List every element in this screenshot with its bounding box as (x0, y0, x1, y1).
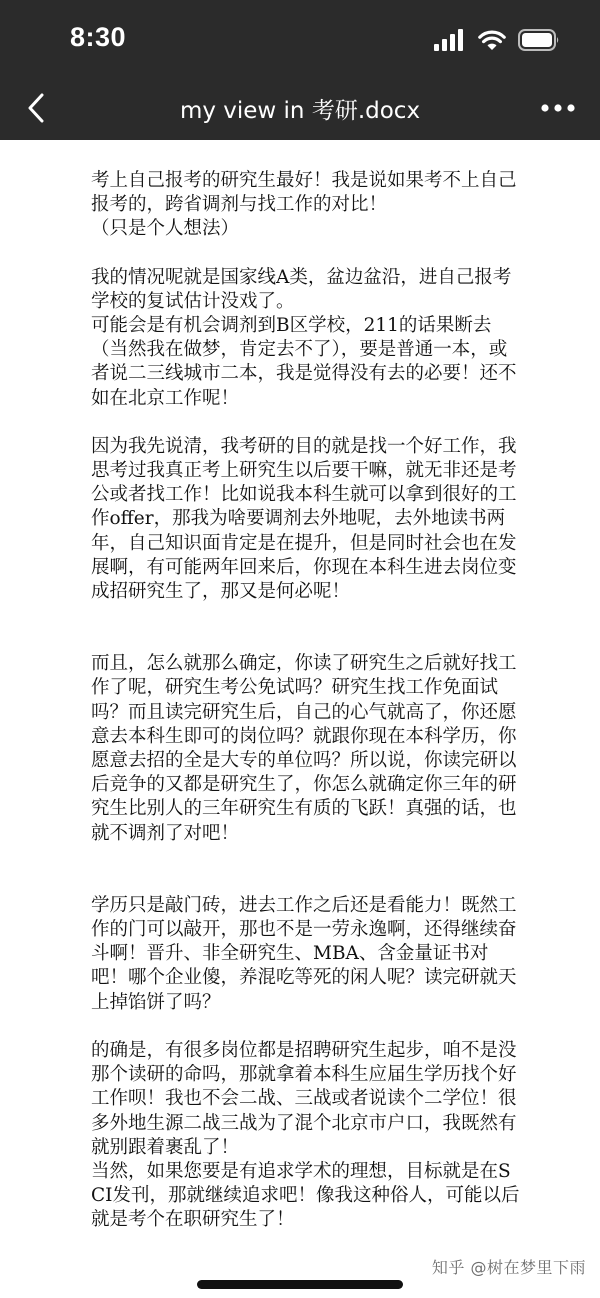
battery-icon (518, 29, 560, 51)
document-viewer[interactable] (0, 140, 600, 1298)
signal-icon (434, 29, 466, 51)
document-title: my view in 考研.docx (179, 98, 421, 124)
paragraph-doubt: 而且，怎么就那么确定，你读了研究生之后就好找工作了呢，研究生考公免试吗？研究生找工作免面试吗？而且读完研究生后，自己的心气就高了，你还愿意去本科生即可的岗位吗？就跟你现在本科学历，你愿意去招的全是大专的单位吗？所以说，你读完研以后竞争的又都是研究生了，你怎么就确定你三年的研究生比别人的三年研究生有质的飞跃！真强的话，也就不调剂了对吧！ (91, 653, 517, 844)
paragraph-ability: 学历只是敲门砖，进去工作之后还是看能力！既然工作的门可以敲开，那也不是一劳永逸啊，还得继续奋斗啊！晋升、非全研究生、MBA、含金量证书对吧！哪个企业傻，养混吃等死的闲人呢？读完研就天上掉馅饼了吗？ (91, 894, 517, 1013)
document-body (91, 169, 521, 1233)
paragraph-intro: 考上自己报考的研究生最好！我是说如果考不上自己报考的，跨省调剂与找工作的对比！ （只是个人想法） (91, 170, 517, 240)
paragraph-situation: 我的情况呢就是国家线A类，盆边盆沿，进自己报考学校的复试估计没戏了。 可能会是有机会调剂到B区学校，211的话果断去（当然我在做梦，肯定去不了），要是普通一本，或者说二三线城市二本，我是觉得没有去的必要！还不如在北京工作呢！ (91, 266, 517, 409)
wifi-icon (478, 29, 506, 51)
zhihu-watermark: 知乎 @树在梦里下雨 (431, 1258, 586, 1277)
status-icons (434, 28, 560, 52)
home-indicator[interactable] (197, 1280, 403, 1289)
top-bar (0, 0, 600, 140)
status-bar (0, 0, 600, 80)
more-horizontal-icon (541, 104, 575, 112)
paragraph-conclusion: 的确是，有很多岗位都是招聘研究生起步，咱不是没那个读研的命吗，那就拿着本科生应届生学历找个好工作呗！我也不会二战、三战或者说读个二学位！很多外地生源二战三战为了混个北京市户口，我既然有就别跟着裹乱了！ 当然，如果您要是有追求学术的理想，目标就是在SCI发刊，那就继续追求吧！像我这种俗人，可能以后就是考个在职研究生了！ (91, 1039, 520, 1231)
paragraph-purpose: 因为我先说清，我考研的目的就是找一个好工作，我思考过我真正考上研究生以后要干嘛，就无非还是考公或者找工作！比如说我本科生就可以拿到很好的工作offer，那我为啥要调剂去外地呢，去外地读书两年，自己知识面肯定是在提升，但是同时社会也在发展啊，有可能两年回来后，你现在本科生进去岗位变成招研究生了，那又是何必呢！ (91, 435, 517, 603)
navigation-bar (0, 80, 600, 140)
more-button[interactable] (538, 90, 578, 126)
status-time: 8:30 (70, 22, 127, 52)
